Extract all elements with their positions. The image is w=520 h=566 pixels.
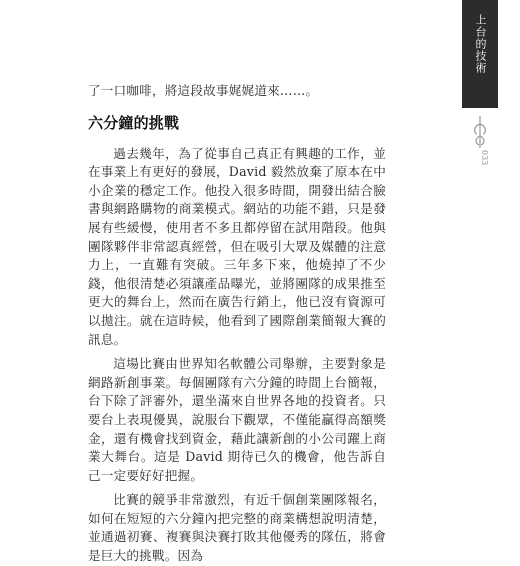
- running-title: 上台的技術: [474, 14, 487, 74]
- page-number: 033: [480, 150, 489, 166]
- decorative-ornament-icon: [470, 114, 490, 150]
- body-text: [88, 82, 386, 566]
- paragraph: 比賽的競爭非常激烈，有近千個創業團隊報名，如何在短短的六分鐘內把完整的商業構想說明清楚，並通過初賽、複賽與決賽打敗其他優秀的隊伍，將會是巨大的挑戰。因為: [88, 492, 386, 564]
- section-heading: 六分鐘的挑戰: [88, 113, 180, 132]
- lead-line: 了一口咖啡，將這段故事娓娓道來……。: [88, 83, 319, 98]
- paragraph: 過去幾年，為了從事自己真正有興趣的工作，並在事業上有更好的發展，David 毅然放棄了原本在中小企業的穩定工作。他投入很多時間，開發出結合臉書與網路購物的商業模式。網站的功能不錯，只是發展有些緩慢，使用者不多且都停留在試用階段。他與團隊夥伴非常認真經營，但在吸引大眾及媒體的注意力上，一直難有突破。三年多下來，他燒掉了不少錢，他很清楚必須讓產品曝光，並將團隊的成果推至更大的舞台上，然而在廣告行銷上，他已沒有資源可以拋注。就在這時候，他看到了國際創業簡報大賽的訊息。: [88, 145, 386, 347]
- paragraph: 這場比賽由世界知名軟體公司舉辦，主要對象是網路新創事業。每個團隊有六分鐘的時間上台簡報，台下除了評審外，還坐滿來自世界各地的投資者。只要台上表現優異，說服台下觀眾，不僅能贏得高額獎金，還有機會找到資金，藉此讓新創的小公司躍上商業大舞台。這是 David 期待已久的機會，他告訴自己一定要好好把握。: [88, 356, 386, 483]
